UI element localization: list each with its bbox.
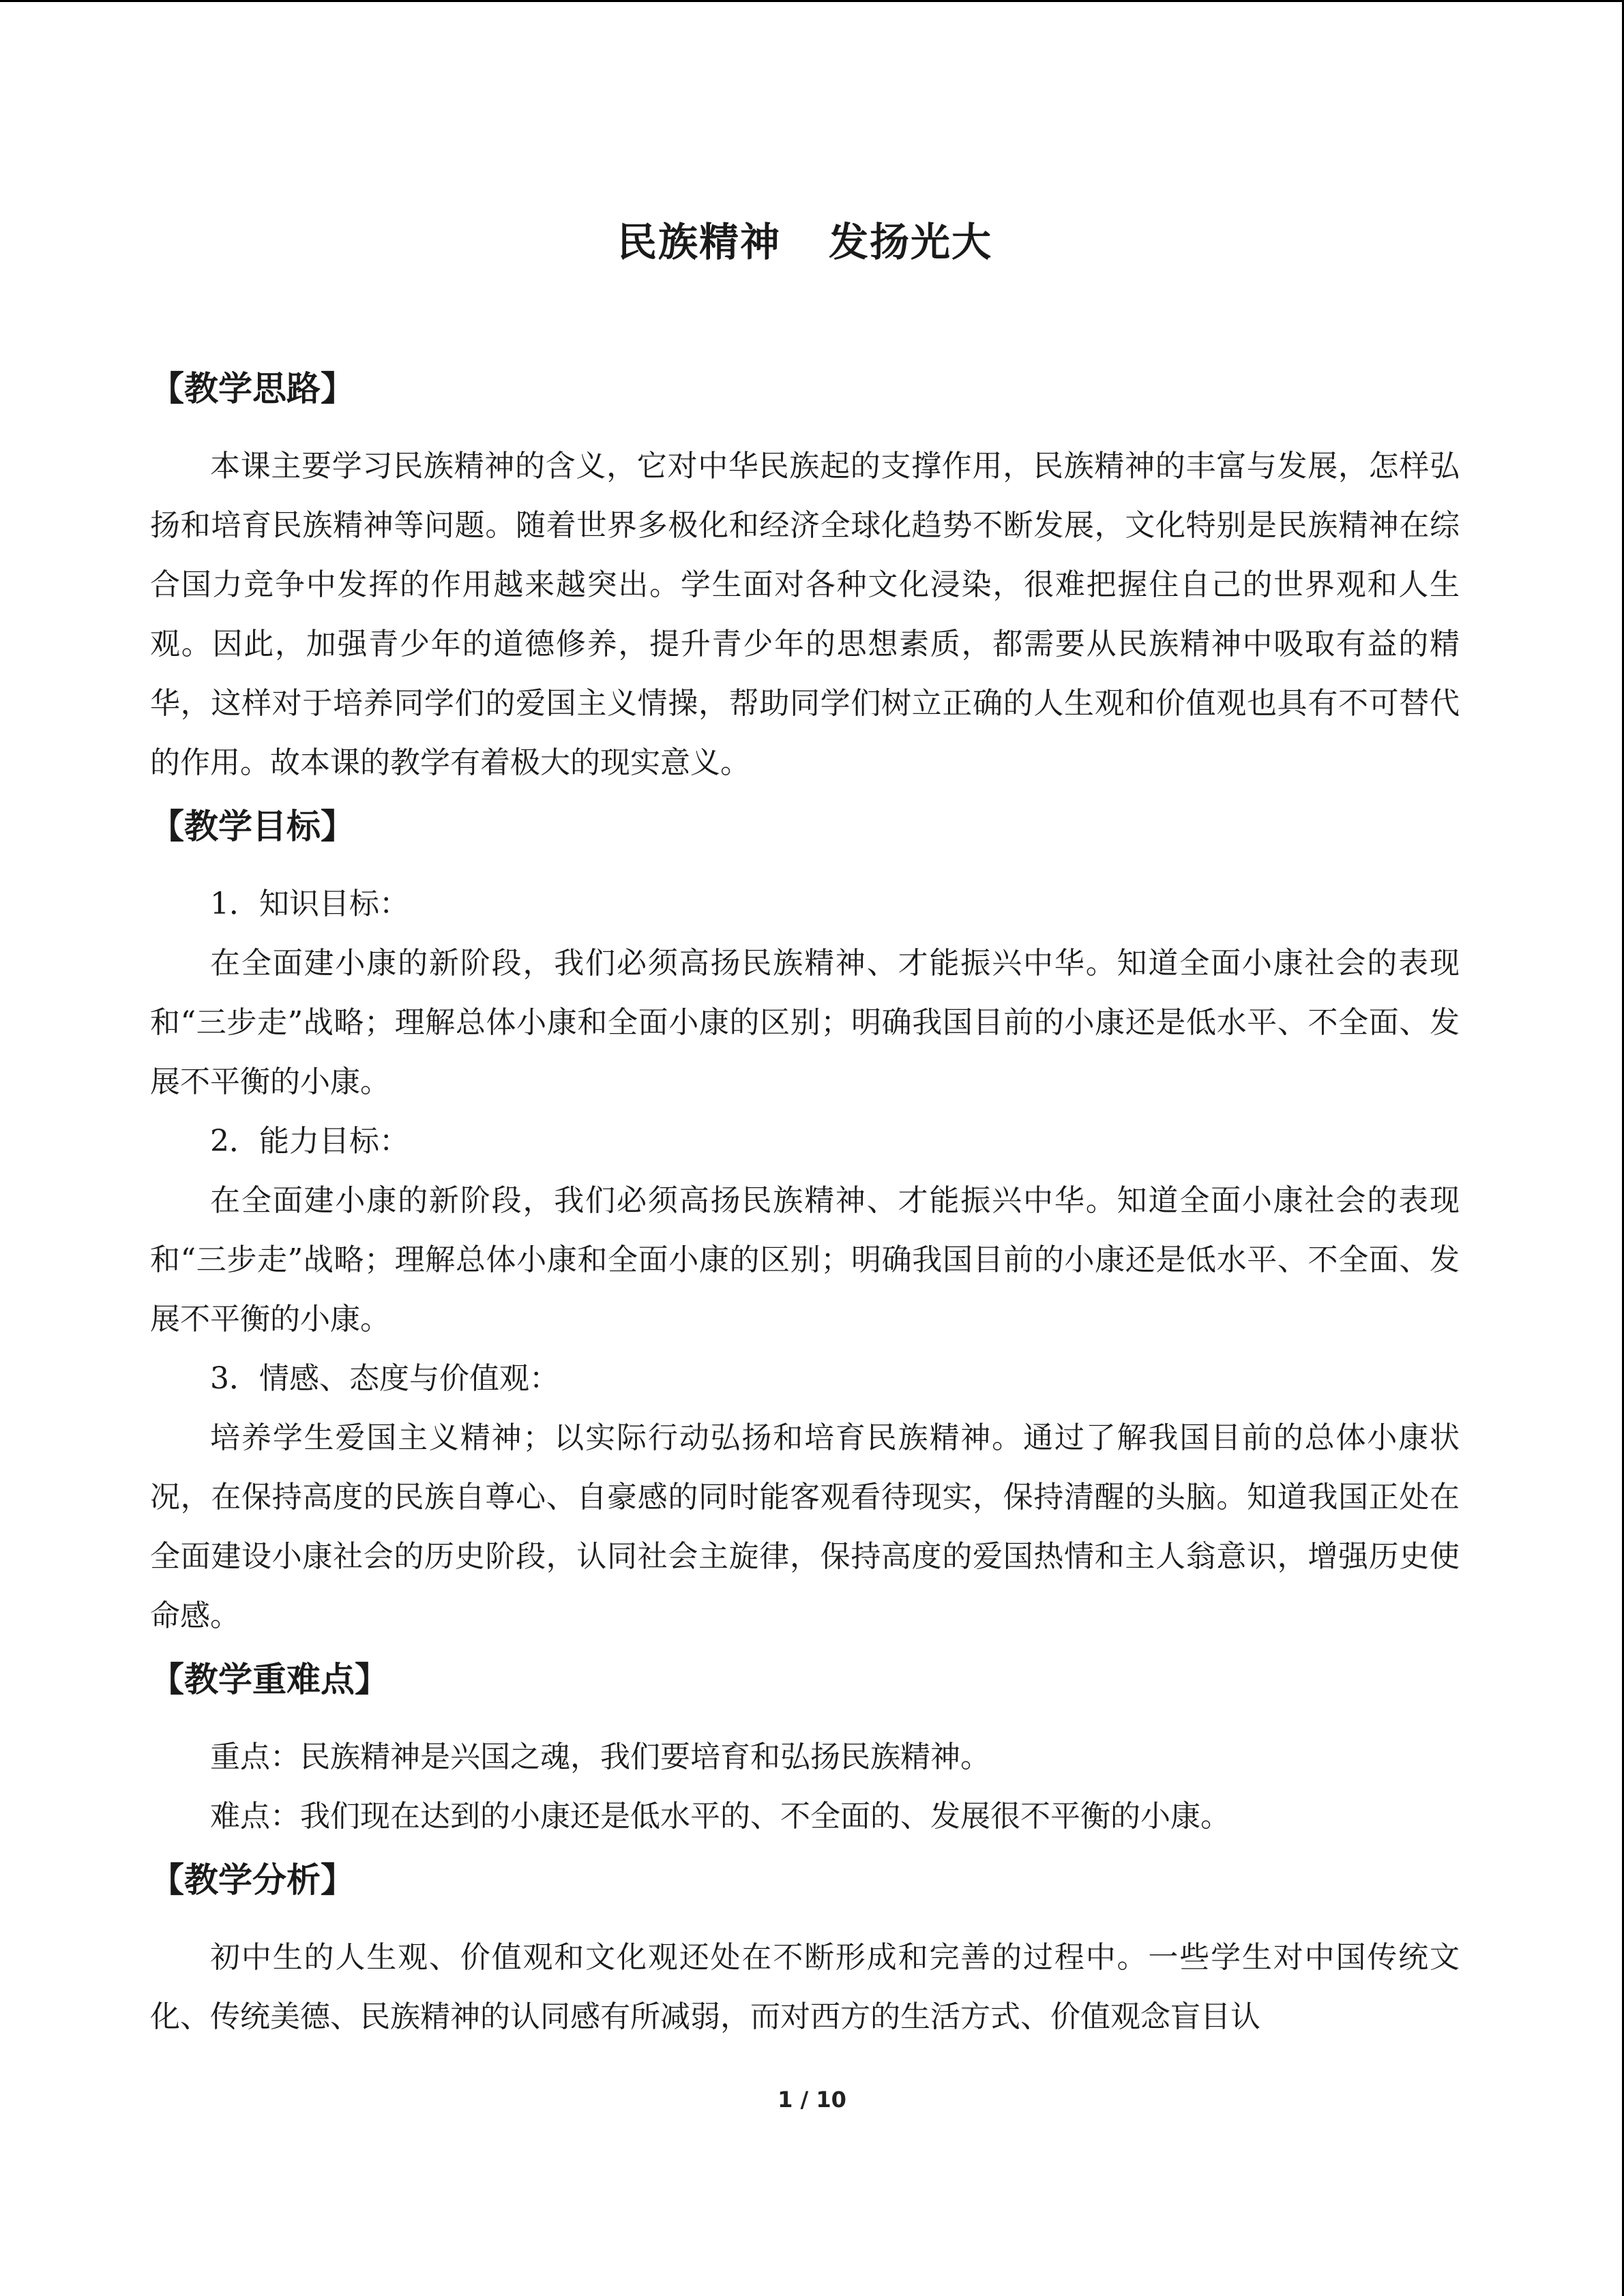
document-title-part2: 发扬光大: [829, 219, 993, 265]
section-body-teaching-approach: [150, 436, 1460, 792]
paragraph: 初中生的人生观、价值观和文化观还处在不断形成和完善的过程中。一些学生对中国传统文化、传统美德、民族精神的认同感有所减弱，而对西方的生活方式、价值观念盲目认: [150, 1940, 1460, 2034]
section-heading-key-difficult-points: 【教学重难点】: [150, 1660, 389, 1699]
section-heading-teaching-objectives: 【教学目标】: [150, 807, 355, 846]
objective-label-knowledge: 1．知识目标：: [210, 886, 409, 921]
document-title: [150, 205, 1460, 280]
objective-label-ability: 2．能力目标：: [210, 1124, 409, 1159]
key-point: 重点：民族精神是兴国之魂，我们要培育和弘扬民族精神。: [210, 1740, 990, 1774]
section-body-teaching-objectives: [150, 874, 1460, 1645]
objective-text-ability: 在全面建小康的新阶段，我们必须高扬民族精神、才能振兴中华。知道全面小康社会的表现和“三步走”战略；理解总体小康和全面小康的区别；明确我国目前的小康还是低水平、不全面、发展不平衡的小康。: [150, 1183, 1460, 1337]
page-number: 1 / 10: [778, 2087, 846, 2113]
section-body-key-difficult-points: [150, 1727, 1460, 1846]
objective-text-emotion: 培养学生爱国主义精神；以实际行动弘扬和培育民族精神。通过了解我国目前的总体小康状况，在保持高度的民族自尊心、自豪感的同时能客观看待现实，保持清醒的头脑。知道我国正处在全面建设小康社会的历史阶段，认同社会主旋律，保持高度的爱国热情和主人翁意识，增强历史使命感。: [150, 1420, 1460, 1633]
objective-label-emotion: 3．情感、态度与价值观：: [210, 1361, 559, 1396]
difficult-point: 难点：我们现在达到的小康还是低水平的、不全面的、发展很不平衡的小康。: [210, 1799, 1230, 1834]
objective-text-knowledge: 在全面建小康的新阶段，我们必须高扬民族精神、才能振兴中华。知道全面小康社会的表现和“三步走”战略；理解总体小康和全面小康的区别；明确我国目前的小康还是低水平、不全面、发展不平衡的小康。: [150, 946, 1460, 1099]
paragraph: 本课主要学习民族精神的含义，它对中华民族起的支撑作用，民族精神的丰富与发展，怎样弘扬和培育民族精神等问题。随着世界多极化和经济全球化趋势不断发展，文化特别是民族精神在综合国力竞争中发挥的作用越来越突出。学生面对各种文化浸染，很难把握住自己的世界观和人生观。因此，加强青少年的道德修养，提升青少年的思想素质，都需要从民族精神中吸取有益的精华，这样对于培养同学们的爱国主义情操，帮助同学们树立正确的人生观和价值观也具有不可替代的作用。故本课的教学有着极大的现实意义。: [150, 449, 1460, 780]
section-heading-teaching-approach: 【教学思路】: [150, 369, 355, 408]
document-title-part1: 民族精神: [617, 219, 781, 265]
section-body-teaching-analysis: [150, 1928, 1460, 2046]
section-heading-teaching-analysis: 【教学分析】: [150, 1860, 355, 1900]
document-content: [150, 205, 1460, 2046]
